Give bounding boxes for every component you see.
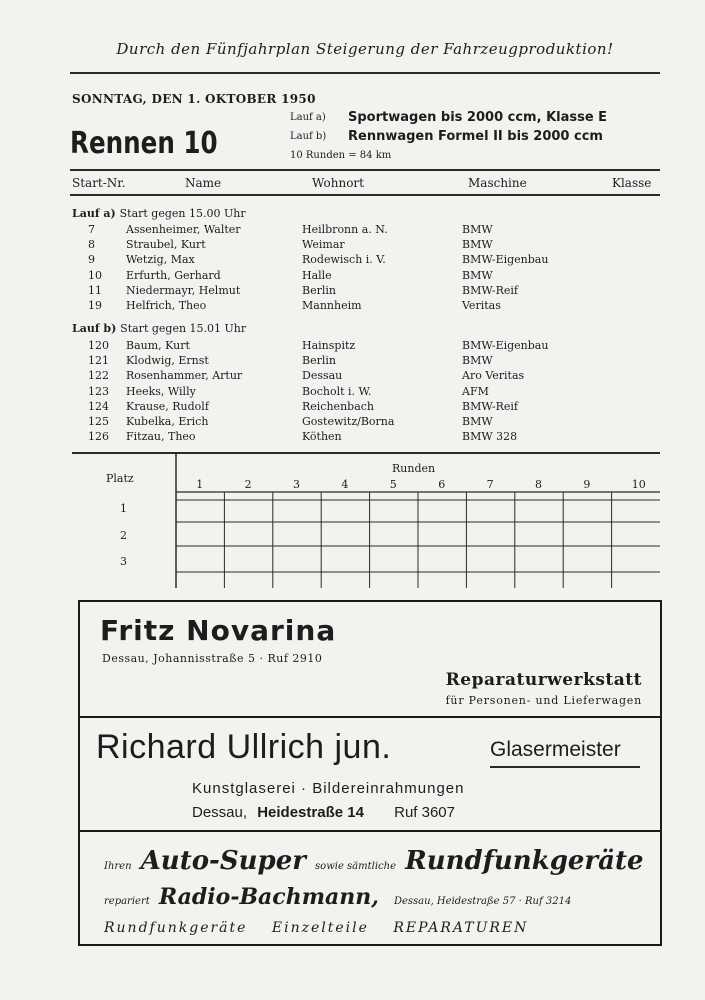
ad3-footer-2: Einzelteile xyxy=(271,920,369,936)
ad2-street: Heidestraße 14 xyxy=(257,804,364,821)
driver-machine: BMW xyxy=(462,354,493,368)
driver-machine: BMW 328 xyxy=(462,430,518,444)
driver-machine: Veritas xyxy=(462,298,501,312)
col-maschine: Maschine xyxy=(468,176,527,190)
lauf-b-class: Rennwagen Formel II bis 2000 ccm xyxy=(348,129,603,144)
driver-name: Straubel, Kurt xyxy=(126,238,206,252)
start-nr: 124 xyxy=(88,399,109,413)
lauf-a-class: Sportwagen bis 2000 ccm, Klasse E xyxy=(348,110,608,125)
ad3-footer xyxy=(104,920,528,936)
ad3-footer-1: Rundfunkgeräte xyxy=(104,920,248,936)
driver-hometown: Weimar xyxy=(302,238,345,252)
ad1-business-sub: für Personen- und Lieferwagen xyxy=(445,694,642,707)
entry-row xyxy=(70,354,660,369)
driver-machine: BMW xyxy=(462,223,493,236)
grid-runden-label: Runden xyxy=(392,462,436,475)
lauf-b-entries xyxy=(70,339,660,445)
driver-machine: BMW-Eigenbau xyxy=(462,253,549,267)
ad3-address: Dessau, Heidestraße 57 · Ruf 3214 xyxy=(393,896,572,907)
driver-name: Rosenhammer, Artur xyxy=(126,369,243,383)
driver-name: Helfrich, Theo xyxy=(126,298,207,312)
lauf-a-heading xyxy=(72,207,246,220)
entry-row xyxy=(70,269,660,284)
ad3-line2 xyxy=(104,884,571,910)
ad1-address: Dessau, Johannisstraße 5 · Ruf 2910 xyxy=(102,652,323,665)
driver-hometown: Mannheim xyxy=(302,298,362,312)
driver-hometown: Halle xyxy=(302,268,332,282)
lauf-a-start-time: Start gegen 15.00 Uhr xyxy=(119,207,246,220)
start-nr: 10 xyxy=(88,268,102,282)
driver-machine: AFM xyxy=(462,384,489,398)
lauf-b-heading xyxy=(72,322,246,335)
race-title: Rennen 10 xyxy=(70,126,218,161)
lauf-b-label: Lauf b) xyxy=(290,131,327,142)
entry-row xyxy=(70,400,660,415)
driver-machine: BMW-Reif xyxy=(462,283,518,297)
grid-round-header: 2 xyxy=(244,478,252,491)
grid-place-label: 1 xyxy=(120,502,127,515)
ad3-product2: Rundfunkgeräte xyxy=(405,846,644,876)
ad2-phone: Ruf 3607 xyxy=(394,804,455,821)
driver-hometown: Gostewitz/Borna xyxy=(302,414,395,428)
columns-rule xyxy=(70,194,660,196)
driver-hometown: Berlin xyxy=(302,354,336,368)
ad3-product1: Auto-Super xyxy=(140,846,306,876)
grid-place-label: 3 xyxy=(120,555,127,568)
driver-machine: BMW xyxy=(462,414,493,428)
driver-name: Niedermayr, Helmut xyxy=(126,283,241,297)
col-name: Name xyxy=(185,176,222,190)
driver-machine: BMW-Reif xyxy=(462,399,518,413)
driver-name: Klodwig, Ernst xyxy=(126,354,209,368)
driver-name: Kubelka, Erich xyxy=(126,414,209,428)
headline: Durch den Fünfjahrplan Steigerung der Fahrzeugproduktion! xyxy=(116,40,614,58)
entry-row xyxy=(70,415,660,430)
start-nr: 123 xyxy=(88,384,109,398)
driver-machine: BMW xyxy=(462,238,493,252)
start-nr: 121 xyxy=(88,354,109,368)
driver-hometown: Bocholt i. W. xyxy=(302,384,372,398)
driver-hometown: Hainspitz xyxy=(302,339,356,352)
grid-place-label: 2 xyxy=(120,529,127,542)
ad3-footer-3: REPARATUREN xyxy=(393,920,529,936)
ad1-name: Fritz Novarina xyxy=(100,614,337,647)
driver-machine: BMW-Eigenbau xyxy=(462,339,549,352)
grid-round-header: 4 xyxy=(341,478,349,491)
start-nr: 11 xyxy=(88,283,102,297)
grid-platz-label: Platz xyxy=(106,472,134,485)
entry-row xyxy=(70,284,660,299)
start-nr: 122 xyxy=(88,369,109,383)
driver-machine: BMW xyxy=(462,268,493,282)
start-nr: 125 xyxy=(88,414,109,428)
lauf-b-start-time: Start gegen 15.01 Uhr xyxy=(120,322,247,335)
grid-round-header: 6 xyxy=(438,478,446,491)
driver-name: Assenheimer, Walter xyxy=(126,223,241,236)
ad3-company: Radio-Bachmann, xyxy=(158,884,379,910)
entry-row xyxy=(70,430,660,445)
ad3-mid: sowie sämtliche xyxy=(315,861,397,872)
ad2-title: Glasermeister xyxy=(490,738,621,761)
driver-hometown: Dessau xyxy=(302,369,343,383)
start-nr: 19 xyxy=(88,298,102,312)
col-start-nr: Start-Nr. xyxy=(72,176,126,190)
entry-row xyxy=(70,223,660,238)
driver-name: Erfurth, Gerhard xyxy=(126,268,221,282)
driver-hometown: Reichenbach xyxy=(302,399,374,413)
start-nr: 9 xyxy=(88,253,95,267)
lap-chart-grid xyxy=(72,452,660,588)
lauf-b-heading-label: Lauf b) xyxy=(72,322,117,335)
ad3-pre2: repariert xyxy=(104,896,150,907)
grid-round-header: 5 xyxy=(389,478,397,491)
ad-richard-ullrich xyxy=(78,716,662,832)
race-date: SONNTAG, DEN 1. OKTOBER 1950 xyxy=(72,92,316,106)
entry-row xyxy=(70,253,660,268)
race-distance: 10 Runden = 84 km xyxy=(290,150,392,161)
driver-name: Krause, Rudolf xyxy=(126,399,209,413)
driver-name: Fitzau, Theo xyxy=(126,430,196,444)
entry-row xyxy=(70,238,660,253)
ad2-title-underline xyxy=(490,766,640,768)
start-nr: 126 xyxy=(88,430,109,444)
grid-round-header: 10 xyxy=(631,478,646,491)
start-nr: 8 xyxy=(88,238,95,252)
driver-name: Wetzig, Max xyxy=(126,253,195,267)
grid-round-header: 1 xyxy=(196,478,204,491)
grid-lines xyxy=(72,452,660,588)
driver-name: Baum, Kurt xyxy=(126,339,190,352)
start-nr: 7 xyxy=(88,223,95,236)
lauf-a-heading-label: Lauf a) xyxy=(72,207,116,220)
ad3-pre: Ihren xyxy=(104,861,132,872)
ad-fritz-novarina xyxy=(78,600,662,718)
ad2-name: Richard Ullrich jun. xyxy=(96,728,392,766)
grid-round-header: 3 xyxy=(293,478,300,491)
entry-row xyxy=(70,339,660,354)
entry-row xyxy=(70,299,660,314)
ad-radio-bachmann xyxy=(78,830,662,946)
ad3-line1 xyxy=(104,846,644,876)
ad2-address-line xyxy=(192,804,455,821)
driver-hometown: Berlin xyxy=(302,283,336,297)
entry-row xyxy=(70,369,660,384)
col-klasse: Klasse xyxy=(612,176,652,190)
race-info xyxy=(290,108,660,165)
driver-hometown: Rodewisch i. V. xyxy=(302,253,386,267)
lauf-a-entries xyxy=(70,223,660,314)
header-rule xyxy=(70,169,660,171)
col-wohnort: Wohnort xyxy=(312,176,364,190)
ad1-business: Reparaturwerkstatt xyxy=(445,670,642,690)
grid-round-header: 8 xyxy=(535,478,542,491)
ad2-services: Kunstglaserei · Bildereinrahmungen xyxy=(192,780,465,797)
driver-hometown: Köthen xyxy=(302,430,342,444)
driver-name: Heeks, Willy xyxy=(126,384,196,398)
driver-machine: Aro Veritas xyxy=(462,369,525,383)
start-nr: 120 xyxy=(88,339,109,352)
entry-row xyxy=(70,385,660,400)
ad2-city: Dessau, xyxy=(192,804,248,821)
grid-round-header: 9 xyxy=(583,478,591,491)
grid-round-header: 7 xyxy=(486,478,494,491)
top-rule xyxy=(70,72,660,74)
lauf-a-label: Lauf a) xyxy=(290,112,326,123)
driver-hometown: Heilbronn a. N. xyxy=(302,223,388,236)
